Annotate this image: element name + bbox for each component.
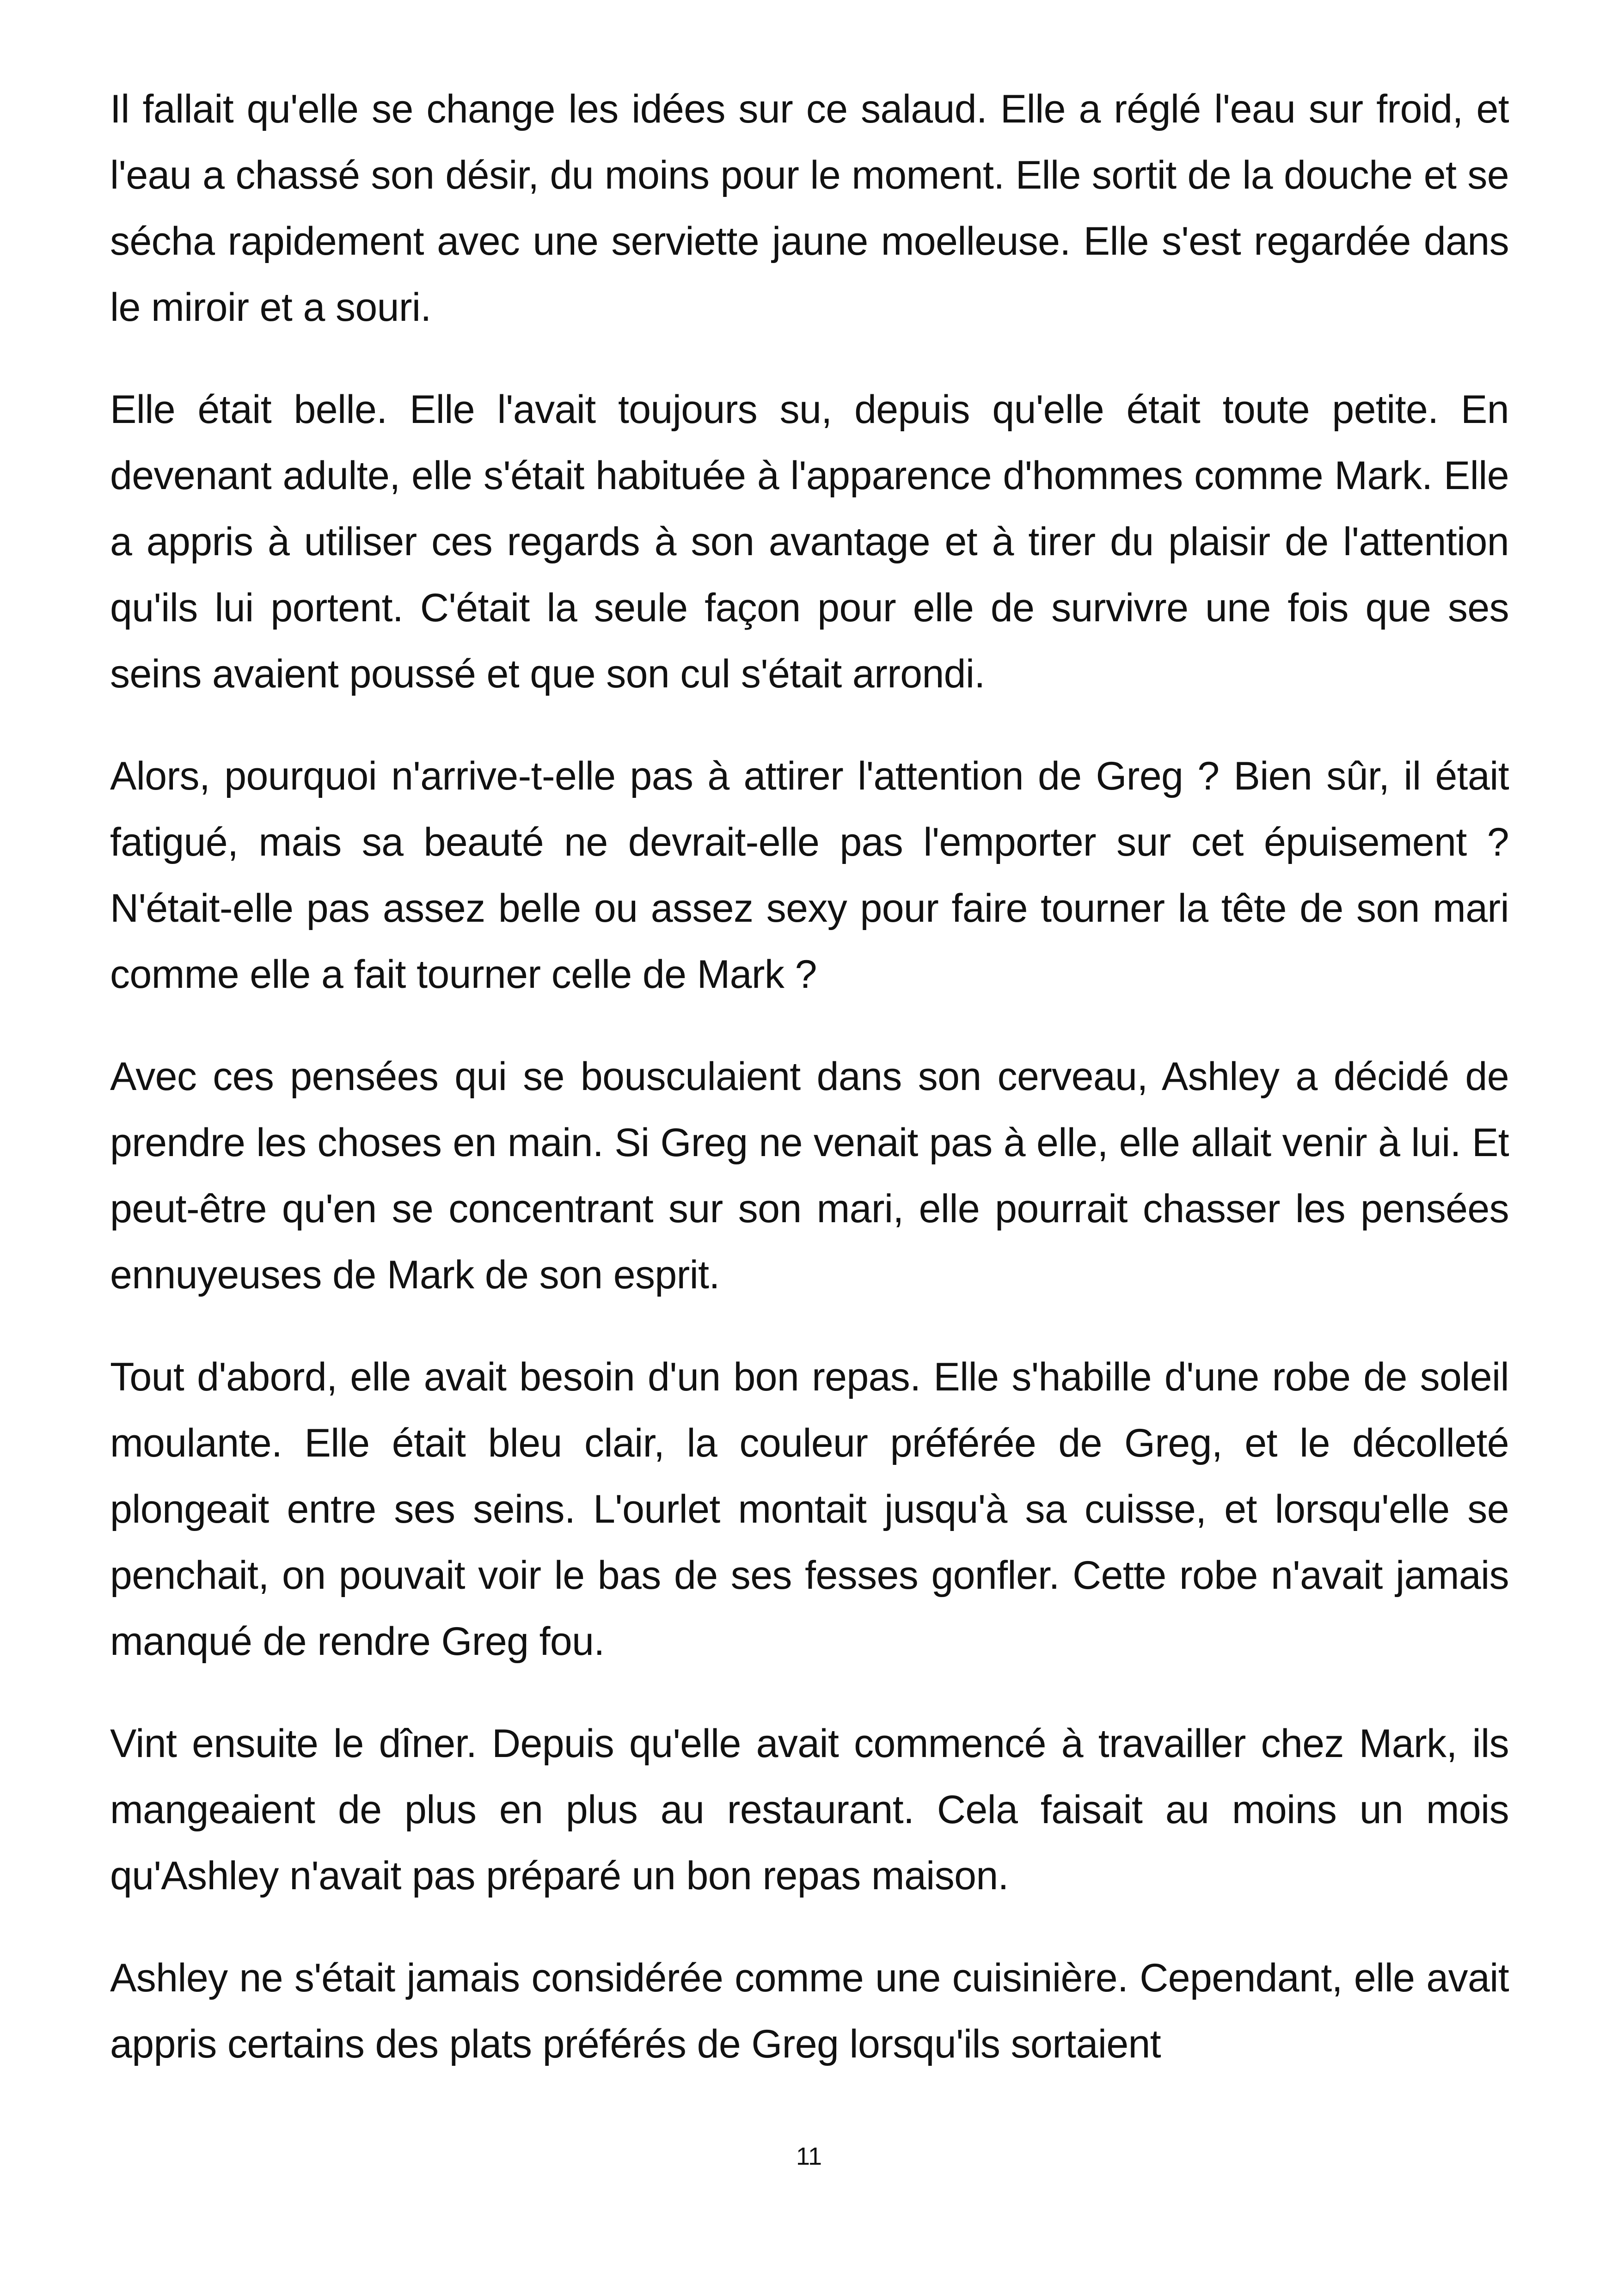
paragraph-1: Il fallait qu'elle se change les idées sur ce salaud. Elle a réglé l'eau sur froid, et l'eau a chassé son désir, du moins pour le moment. Elle sortit de la douche et se sécha rapidement avec une serviette jaune moelleuse. Elle s'est regardée dans le miroir et a souri.: [110, 87, 1509, 330]
paragraph-7: Ashley ne s'était jamais considérée comme une cuisinière. Cependant, elle avait appris certains des plats préférés de Greg lorsqu'ils sortaient: [110, 1956, 1509, 2066]
paragraph-2: Elle était belle. Elle l'avait toujours su, depuis qu'elle était toute petite. En devenant adulte, elle s'était habituée à l'apparence d'hommes comme Mark. Elle a appris à utiliser ces regards à son avantage et à tirer du plaisir de l'attention qu'ils lui portent. C'était la seule façon pour elle de survivre une fois que ses seins avaient poussé et que son cul s'était arrondi.: [110, 387, 1509, 696]
page-number: 11: [796, 2143, 822, 2170]
paragraph-3: Alors, pourquoi n'arrive-t-elle pas à attirer l'attention de Greg ? Bien sûr, il était fatigué, mais sa beauté ne devrait-elle pas l'emporter sur cet épuisement ? N'était-elle pas assez belle ou assez sexy pour faire tourner la tête de son mari comme elle a fait tourner celle de Mark ?: [110, 754, 1509, 997]
paragraph-5: Tout d'abord, elle avait besoin d'un bon repas. Elle s'habille d'une robe de soleil moulante. Elle était bleu clair, la couleur préférée de Greg, et le décolleté plongeait entre ses seins. L'ourlet montait jusqu'à sa cuisse, et lorsqu'elle se penchait, on pouvait voir le bas de ses fesses gonfler. Cette robe n'avait jamais manqué de rendre Greg fou.: [110, 1355, 1509, 1664]
body-text: [110, 76, 1509, 2113]
paragraph-4: Avec ces pensées qui se bousculaient dans son cerveau, Ashley a décidé de prendre les choses en main. Si Greg ne venait pas à elle, elle allait venir à lui. Et peut-être qu'en se concentrant sur son mari, elle pourrait chasser les pensées ennuyeuses de Mark de son esprit.: [110, 1054, 1509, 1297]
paragraph-6: Vint ensuite le dîner. Depuis qu'elle avait commencé à travailler chez Mark, ils mangeaient de plus en plus au restaurant. Cela faisait au moins un mois qu'Ashley n'avait pas préparé un bon repas maison.: [110, 1721, 1509, 1898]
